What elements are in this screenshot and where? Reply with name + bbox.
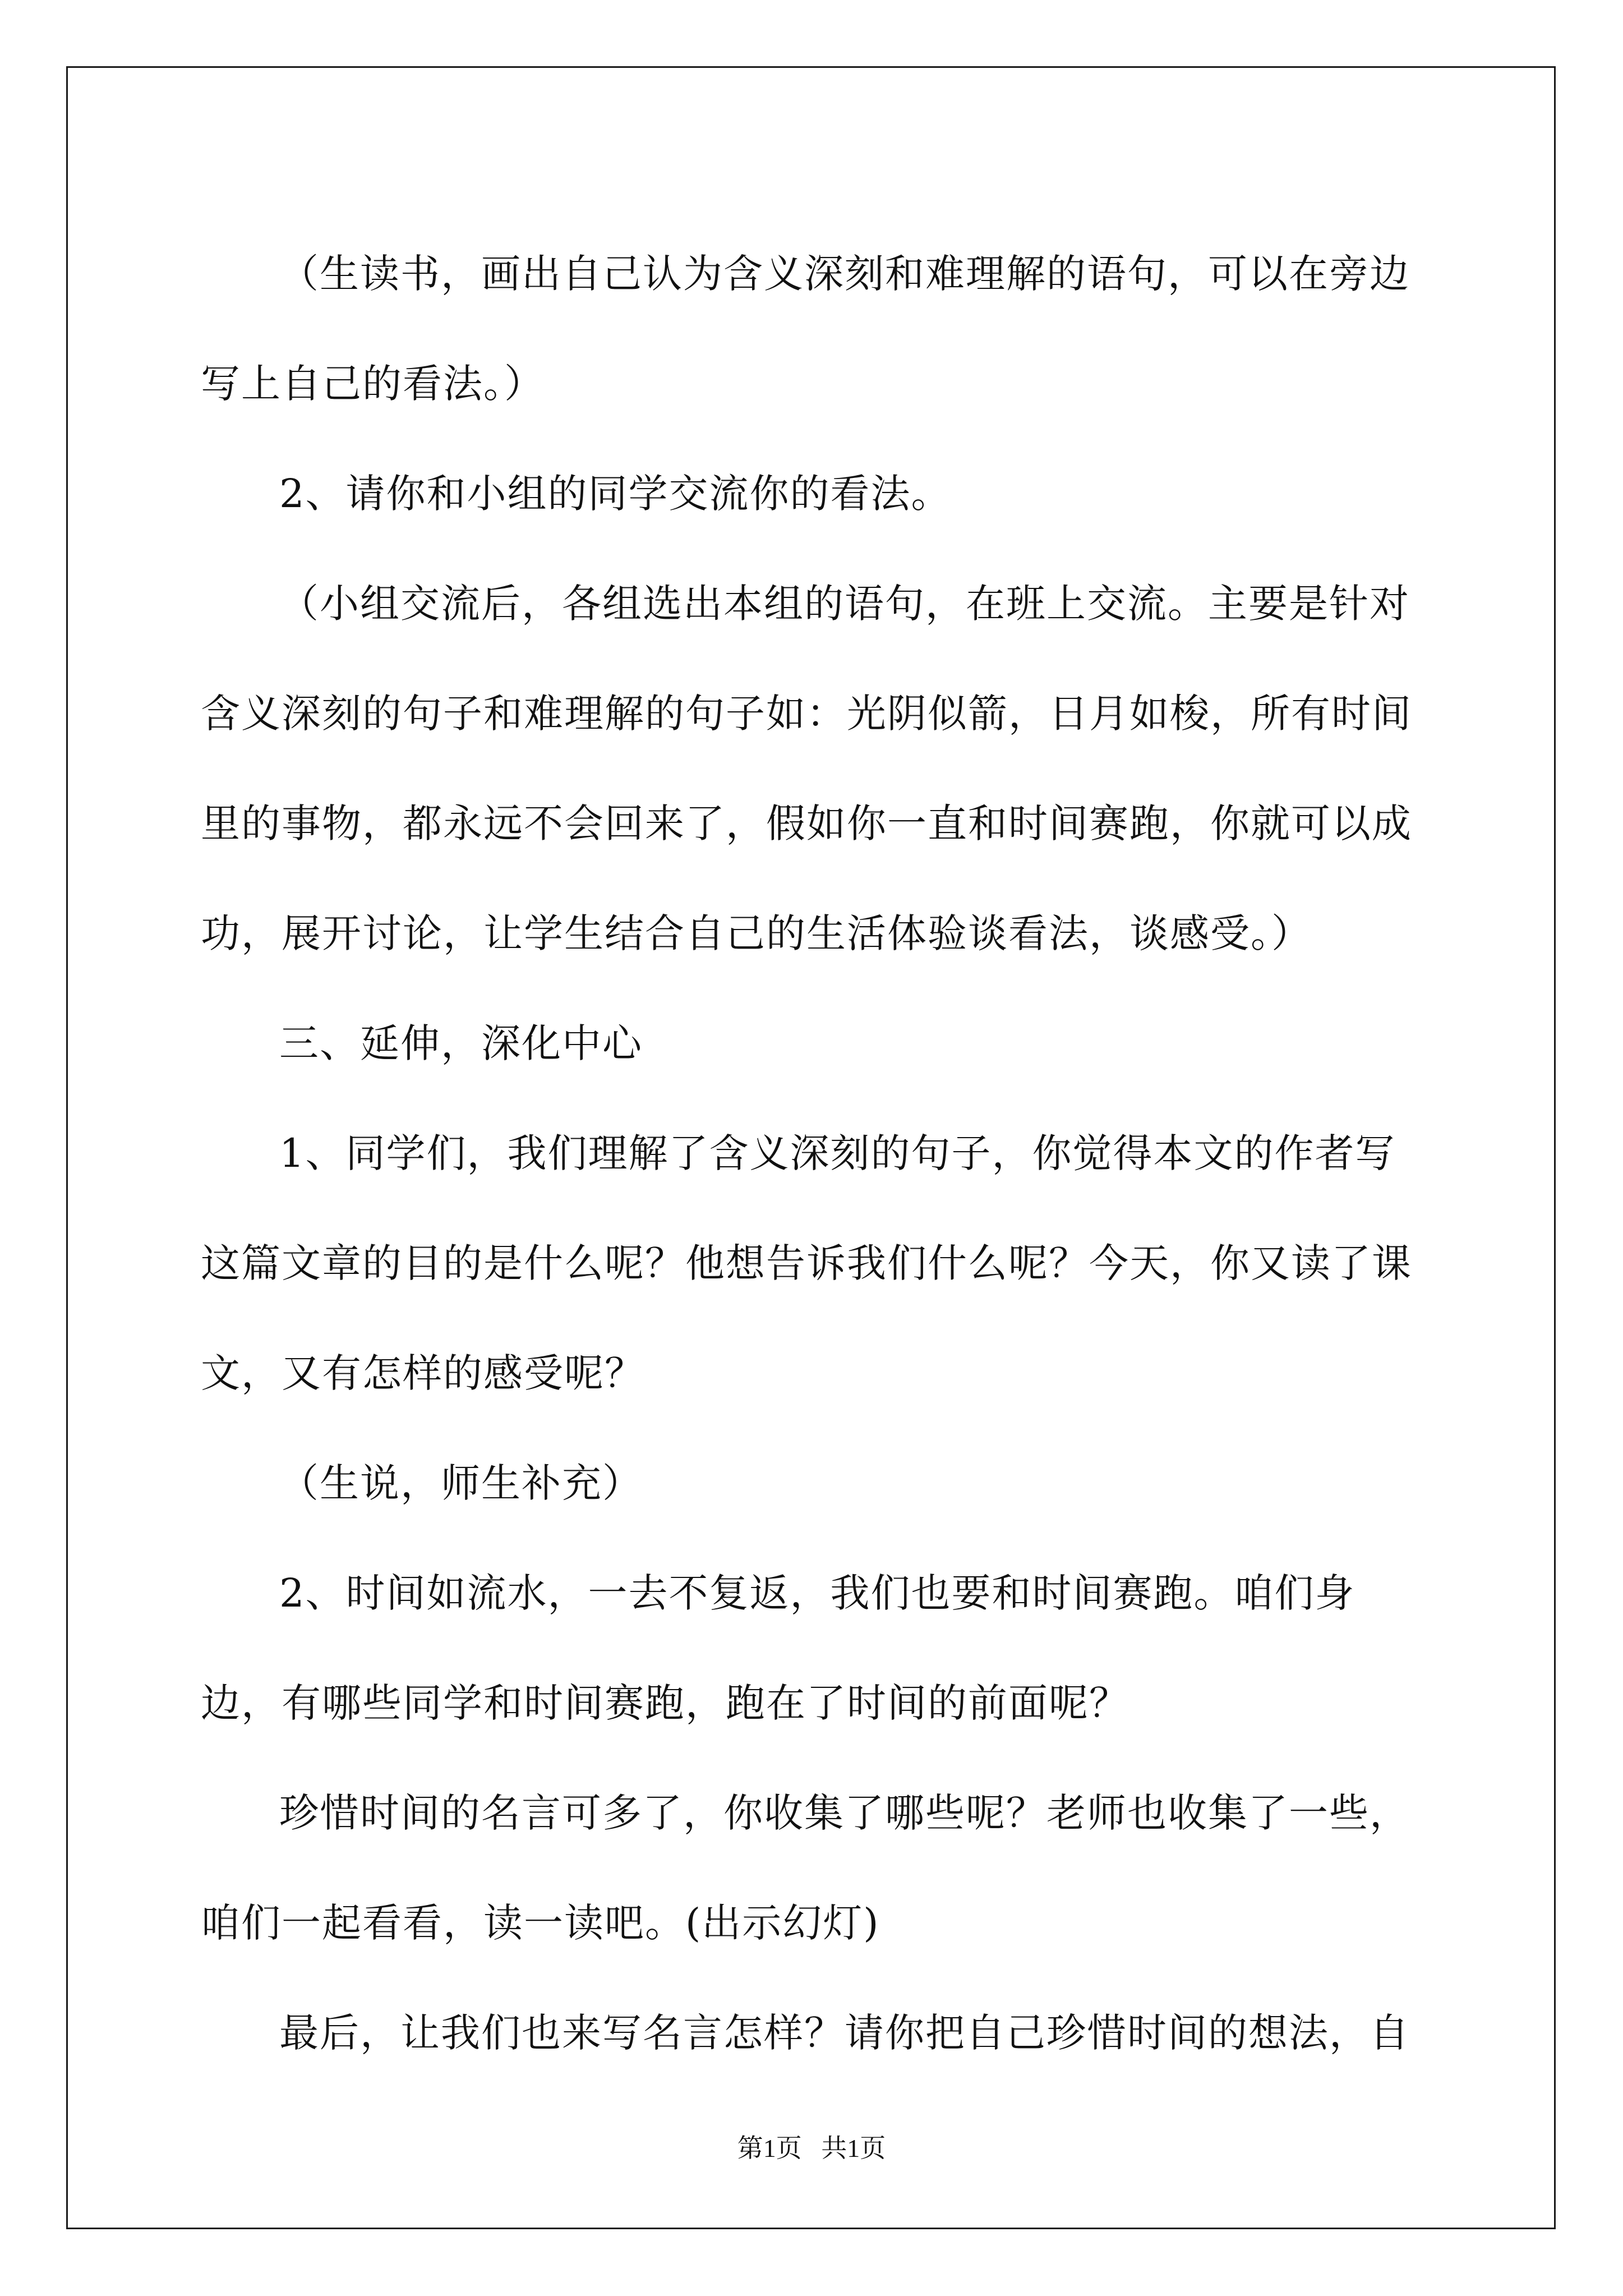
paragraph: （小组交流后，各组选出本组的语句，在班上交流。主要是针对含义深刻的句子和难理解的句子如：光阴似箭，日月如梭，所有时间里的事物，都永远不会回来了，假如你一直和时间赛跑，你就可以成功，展开讨论，让学生结合自己的生活体验谈看法，谈感受。） xyxy=(201,581,1412,956)
paragraph: （生读书，画出自己认为含义深刻和难理解的语句，可以在旁边写上自己的看法。） xyxy=(201,251,1410,407)
page-number-footer: 第1页 共1页 xyxy=(737,2134,886,2162)
paragraph: （生说，师生补充） xyxy=(279,1460,643,1506)
paragraph: 2、时间如流水，一去不复返，我们也要和时间赛跑。咱们身边，有哪些同学和时间赛跑，跑在了时间的前面呢？ xyxy=(201,1570,1355,1726)
document-body xyxy=(201,219,1423,2088)
paragraph: 珍惜时间的名言可多了，你收集了哪些呢？老师也收集了一些，咱们一起看看，读一读吧。(出示幻灯) xyxy=(201,1790,1410,1946)
section-heading: 三、延伸，深化中心 xyxy=(279,1020,643,1066)
paragraph: 1、同学们，我们理解了含义深刻的句子，你觉得本文的作者写这篇文章的目的是什么呢？他想告诉我们什么呢？今天，你又读了课文，又有怎样的感受呢？ xyxy=(201,1130,1412,1396)
paragraph: 最后，让我们也来写名言怎样？请你把自己珍惜时间的想法，自 xyxy=(279,2010,1410,2056)
paragraph: 2、请你和小组的同学交流你的看法。 xyxy=(279,471,952,517)
